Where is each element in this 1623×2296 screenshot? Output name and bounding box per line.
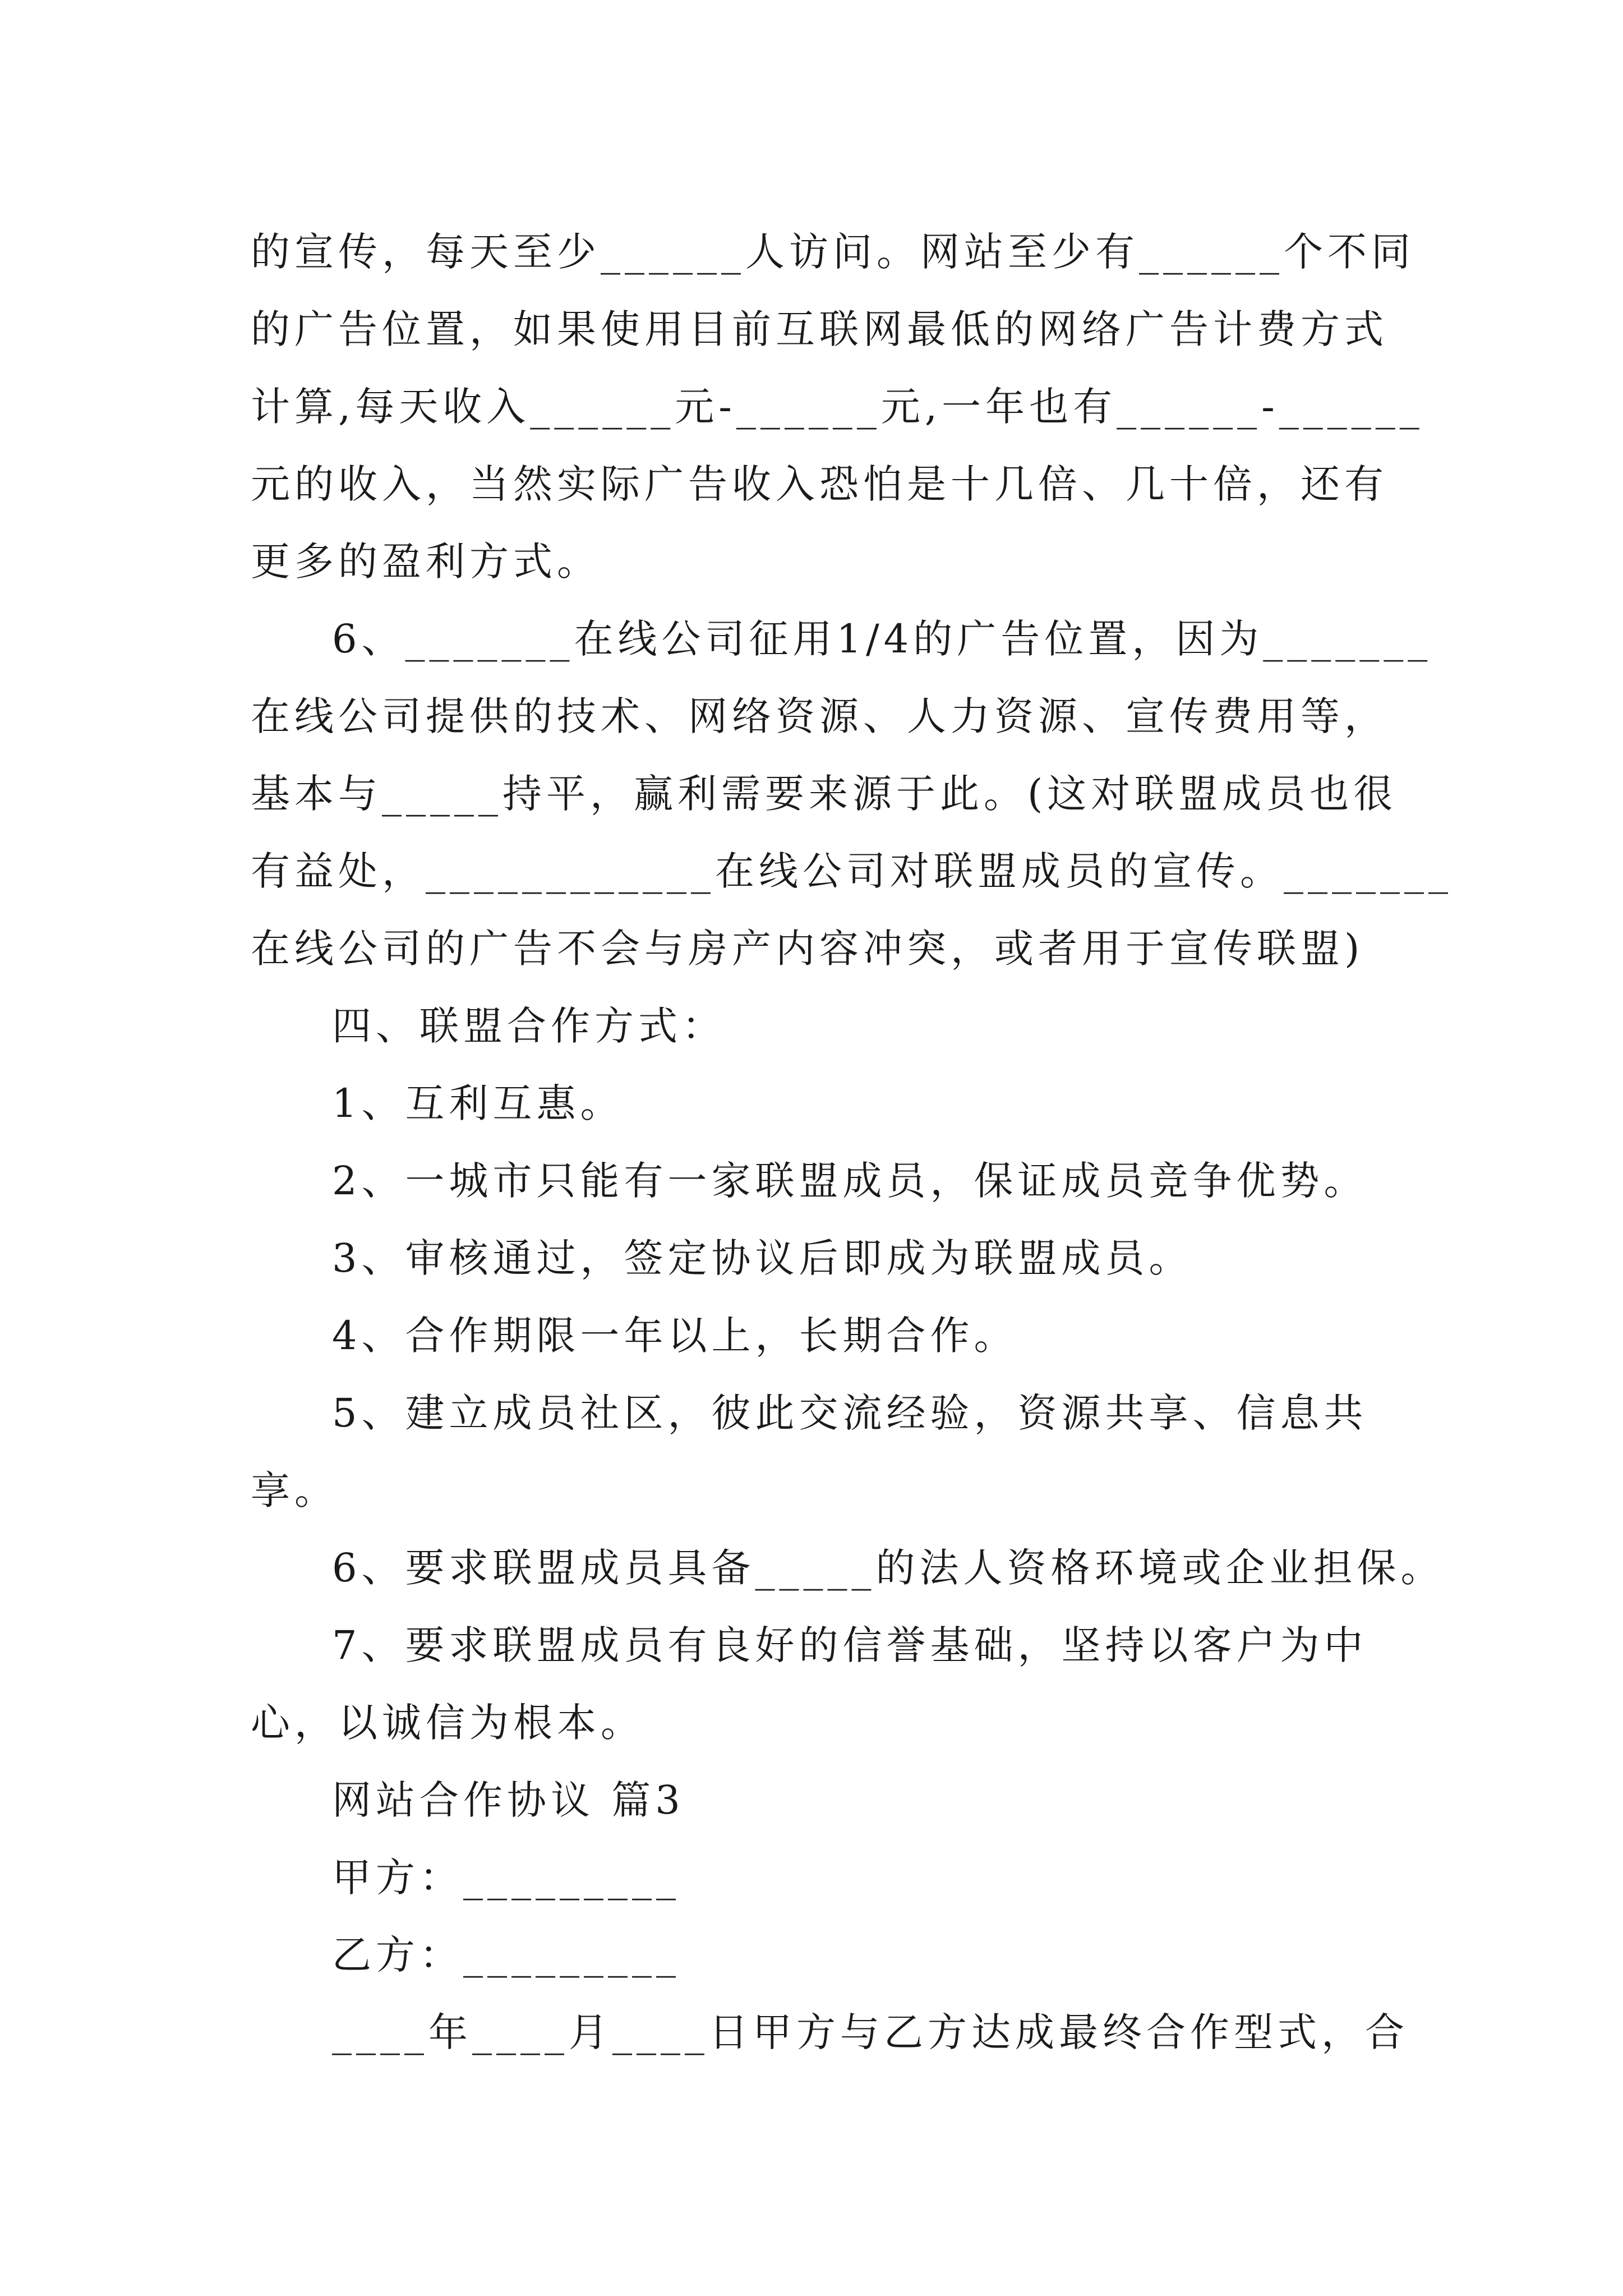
text-line: 的广告位置，如果使用目前互联网最低的网络广告计费方式 — [251, 306, 1388, 352]
text-line: 元的收入，当然实际广告收入恐怕是十几倍、几十倍，还有 — [251, 461, 1388, 507]
text-line: 在线公司的广告不会与房产内容冲突，或者用于宣传联盟) — [251, 926, 1364, 972]
party-b-line: 乙方：_________ — [332, 1932, 680, 1978]
text-line: 享。 — [251, 1467, 338, 1513]
text-line: 有益处，____________在线公司对联盟成员的宣传。_______ — [251, 848, 1453, 894]
list-item: 7、要求联盟成员有良好的信誉基础，坚持以客户为中 — [332, 1622, 1368, 1668]
text-line: 更多的盈利方式。 — [251, 539, 601, 585]
list-item: 3、审核通过，签定协议后即成为联盟成员。 — [332, 1235, 1193, 1281]
text-line: 心，以诚信为根本。 — [251, 1700, 644, 1746]
list-item: 1、互利互惠。 — [332, 1080, 624, 1126]
agreement-title: 网站合作协议 篇3 — [332, 1777, 685, 1823]
paragraph-line: 6、_______在线公司征用1/4的广告位置，因为_______ — [332, 616, 1432, 662]
text-line: 计算,每天收入______元-______元,一年也有______-______ — [251, 384, 1424, 430]
date-line: ____年____月____日甲方与乙方达成最终合作型式，合 — [332, 2009, 1409, 2055]
party-a-line: 甲方：_________ — [332, 1855, 680, 1901]
list-item: 5、建立成员社区，彼此交流经验，资源共享、信息共 — [332, 1390, 1368, 1436]
document-body — [251, 213, 1453, 2071]
list-item: 6、要求联盟成员具备_____的法人资格环境或企业担保。 — [332, 1545, 1445, 1591]
text-line: 基本与_____持平，赢利需要来源于此。(这对联盟成员也很 — [251, 771, 1398, 817]
list-item: 2、一城市只能有一家联盟成员，保证成员竞争优势。 — [332, 1158, 1368, 1204]
list-item: 4、合作期限一年以上，长期合作。 — [332, 1313, 1018, 1359]
text-line: 在线公司提供的技术、网络资源、人力资源、宣传费用等， — [251, 693, 1388, 739]
section-heading: 四、联盟合作方式： — [332, 1003, 726, 1049]
text-line: 的宣传，每天至少______人访问。网站至少有______个不同 — [251, 229, 1415, 275]
